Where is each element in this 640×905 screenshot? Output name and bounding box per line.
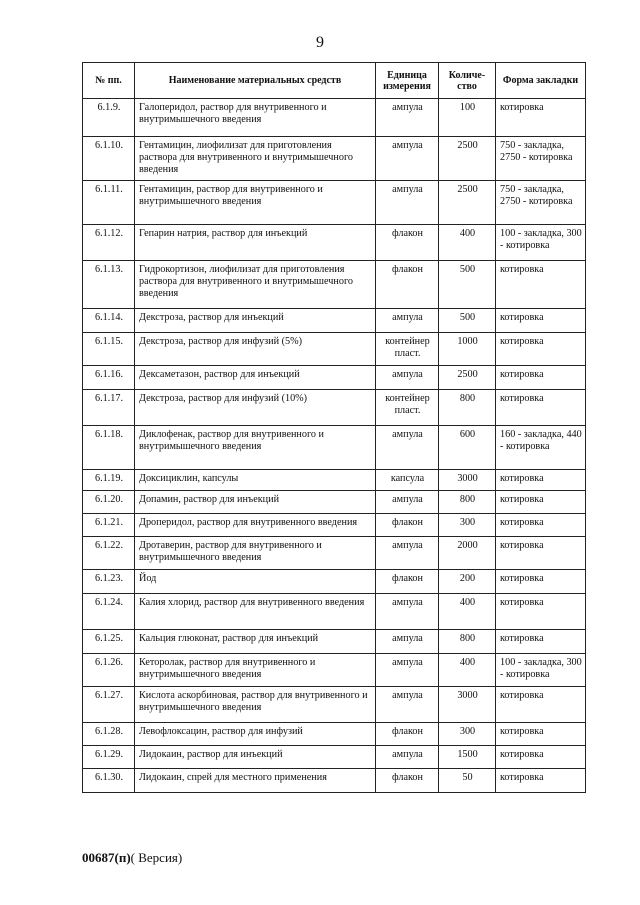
row-number: 6.1.13. — [83, 261, 135, 309]
row-form: 160 - закладка, 440 - котировка — [496, 426, 586, 470]
row-quantity: 800 — [439, 630, 496, 654]
row-unit: ампула — [376, 746, 439, 769]
row-quantity: 2000 — [439, 537, 496, 570]
row-name: Кеторолак, раствор для внутривенного и внутримышечного введения — [135, 654, 376, 687]
row-unit: ампула — [376, 491, 439, 514]
row-quantity: 3000 — [439, 687, 496, 723]
row-number: 6.1.14. — [83, 309, 135, 333]
table-row — [83, 225, 586, 261]
document-code-version: ( Версия) — [130, 850, 183, 865]
table-row — [83, 570, 586, 594]
row-unit: контейнер пласт. — [376, 333, 439, 366]
table-row — [83, 390, 586, 426]
row-unit: флакон — [376, 723, 439, 746]
row-unit: флакон — [376, 261, 439, 309]
header-name: Наименование материальных средств — [135, 63, 376, 99]
row-unit: ампула — [376, 99, 439, 137]
row-quantity: 1000 — [439, 333, 496, 366]
row-unit: контейнер пласт. — [376, 390, 439, 426]
row-name: Декстроза, раствор для инфузий (10%) — [135, 390, 376, 426]
table-row — [83, 687, 586, 723]
row-quantity: 1500 — [439, 746, 496, 769]
row-name: Дротаверин, раствор для внутривенного и внутримышечного введения — [135, 537, 376, 570]
row-form: котировка — [496, 99, 586, 137]
row-number: 6.1.18. — [83, 426, 135, 470]
row-number: 6.1.23. — [83, 570, 135, 594]
row-name: Кальция глюконат, раствор для инъекций — [135, 630, 376, 654]
row-unit: ампула — [376, 181, 439, 225]
row-unit: ампула — [376, 654, 439, 687]
row-form: 100 - закладка, 300 - котировка — [496, 225, 586, 261]
row-form: котировка — [496, 594, 586, 630]
document-code — [82, 850, 182, 866]
table-row — [83, 333, 586, 366]
row-quantity: 300 — [439, 514, 496, 537]
header-qty: Количе-ство — [439, 63, 496, 99]
row-quantity: 600 — [439, 426, 496, 470]
row-quantity: 400 — [439, 654, 496, 687]
row-quantity: 800 — [439, 390, 496, 426]
row-form: 100 - закладка, 300 - котировка — [496, 654, 586, 687]
row-number: 6.1.17. — [83, 390, 135, 426]
row-form: котировка — [496, 514, 586, 537]
row-unit: флакон — [376, 769, 439, 793]
row-name: Кислота аскорбиновая, раствор для внутривенного и внутримышечного введения — [135, 687, 376, 723]
table-row — [83, 723, 586, 746]
row-name: Диклофенак, раствор для внутривенного и внутримышечного введения — [135, 426, 376, 470]
row-form: котировка — [496, 261, 586, 309]
table-row — [83, 491, 586, 514]
row-unit: флакон — [376, 514, 439, 537]
header-unit: Единица измерения — [376, 63, 439, 99]
row-unit: ампула — [376, 366, 439, 390]
row-form: котировка — [496, 723, 586, 746]
row-name: Гепарин натрия, раствор для инъекций — [135, 225, 376, 261]
row-number: 6.1.9. — [83, 99, 135, 137]
row-name: Лидокаин, спрей для местного применения — [135, 769, 376, 793]
row-number: 6.1.11. — [83, 181, 135, 225]
row-quantity: 2500 — [439, 366, 496, 390]
row-unit: ампула — [376, 137, 439, 181]
row-name: Гидрокортизон, лиофилизат для приготовления раствора для внутривенного и внутримышечного введения — [135, 261, 376, 309]
row-quantity: 2500 — [439, 137, 496, 181]
page-number: 9 — [316, 34, 324, 51]
row-unit: ампула — [376, 426, 439, 470]
row-name: Левофлоксацин, раствор для инфузий — [135, 723, 376, 746]
row-name: Декстроза, раствор для инъекций — [135, 309, 376, 333]
row-form: котировка — [496, 470, 586, 491]
row-quantity: 2500 — [439, 181, 496, 225]
table-row — [83, 537, 586, 570]
table-row — [83, 594, 586, 630]
row-number: 6.1.24. — [83, 594, 135, 630]
row-form: котировка — [496, 390, 586, 426]
row-name: Дексаметазон, раствор для инъекций — [135, 366, 376, 390]
row-unit: капсула — [376, 470, 439, 491]
row-form: котировка — [496, 746, 586, 769]
row-number: 6.1.26. — [83, 654, 135, 687]
row-quantity: 400 — [439, 594, 496, 630]
table-row — [83, 769, 586, 793]
row-form: котировка — [496, 687, 586, 723]
row-quantity: 500 — [439, 261, 496, 309]
row-form: котировка — [496, 630, 586, 654]
row-number: 6.1.30. — [83, 769, 135, 793]
row-number: 6.1.22. — [83, 537, 135, 570]
row-unit: ампула — [376, 687, 439, 723]
row-unit: ампула — [376, 630, 439, 654]
table-row — [83, 654, 586, 687]
row-number: 6.1.25. — [83, 630, 135, 654]
row-name: Йод — [135, 570, 376, 594]
row-name: Гентамицин, лиофилизат для приготовления раствора для внутривенного и внутримышечного введения — [135, 137, 376, 181]
table-row — [83, 514, 586, 537]
table-header-row — [83, 63, 586, 99]
document-code-number: 00687(п) — [82, 850, 131, 865]
row-unit: ампула — [376, 309, 439, 333]
table-row — [83, 261, 586, 309]
row-unit: флакон — [376, 225, 439, 261]
row-form: котировка — [496, 309, 586, 333]
row-unit: ампула — [376, 594, 439, 630]
header-num: № пп. — [83, 63, 135, 99]
row-name: Декстроза, раствор для инфузий (5%) — [135, 333, 376, 366]
row-number: 6.1.29. — [83, 746, 135, 769]
row-form: котировка — [496, 491, 586, 514]
table-row — [83, 99, 586, 137]
row-quantity: 3000 — [439, 470, 496, 491]
row-number: 6.1.19. — [83, 470, 135, 491]
row-form: котировка — [496, 769, 586, 793]
row-name: Лидокаин, раствор для инъекций — [135, 746, 376, 769]
row-name: Допамин, раствор для инъекций — [135, 491, 376, 514]
table-row — [83, 470, 586, 491]
row-quantity: 500 — [439, 309, 496, 333]
row-unit: флакон — [376, 570, 439, 594]
row-form: 750 - закладка, 2750 - котировка — [496, 137, 586, 181]
row-form: котировка — [496, 537, 586, 570]
row-form: котировка — [496, 333, 586, 366]
table-row — [83, 630, 586, 654]
row-form: котировка — [496, 366, 586, 390]
row-quantity: 100 — [439, 99, 496, 137]
header-form: Форма закладки — [496, 63, 586, 99]
row-number: 6.1.27. — [83, 687, 135, 723]
row-quantity: 400 — [439, 225, 496, 261]
row-name: Галоперидол, раствор для внутривенного и внутримышечного введения — [135, 99, 376, 137]
table-row — [83, 366, 586, 390]
table-row — [83, 181, 586, 225]
row-number: 6.1.21. — [83, 514, 135, 537]
materials-table — [82, 62, 586, 793]
row-name: Дроперидол, раствор для внутривенного введения — [135, 514, 376, 537]
row-quantity: 200 — [439, 570, 496, 594]
row-name: Калия хлорид, раствор для внутривенного введения — [135, 594, 376, 630]
row-quantity: 800 — [439, 491, 496, 514]
table-row — [83, 137, 586, 181]
row-number: 6.1.10. — [83, 137, 135, 181]
table-row — [83, 309, 586, 333]
row-number: 6.1.16. — [83, 366, 135, 390]
row-quantity: 300 — [439, 723, 496, 746]
row-form: котировка — [496, 570, 586, 594]
row-number: 6.1.20. — [83, 491, 135, 514]
row-number: 6.1.28. — [83, 723, 135, 746]
row-number: 6.1.12. — [83, 225, 135, 261]
row-name: Доксициклин, капсулы — [135, 470, 376, 491]
table-row — [83, 426, 586, 470]
row-form: 750 - закладка, 2750 - котировка — [496, 181, 586, 225]
row-unit: ампула — [376, 537, 439, 570]
row-quantity: 50 — [439, 769, 496, 793]
table-row — [83, 746, 586, 769]
row-number: 6.1.15. — [83, 333, 135, 366]
table-body — [83, 99, 586, 793]
row-name: Гентамицин, раствор для внутривенного и внутримышечного введения — [135, 181, 376, 225]
